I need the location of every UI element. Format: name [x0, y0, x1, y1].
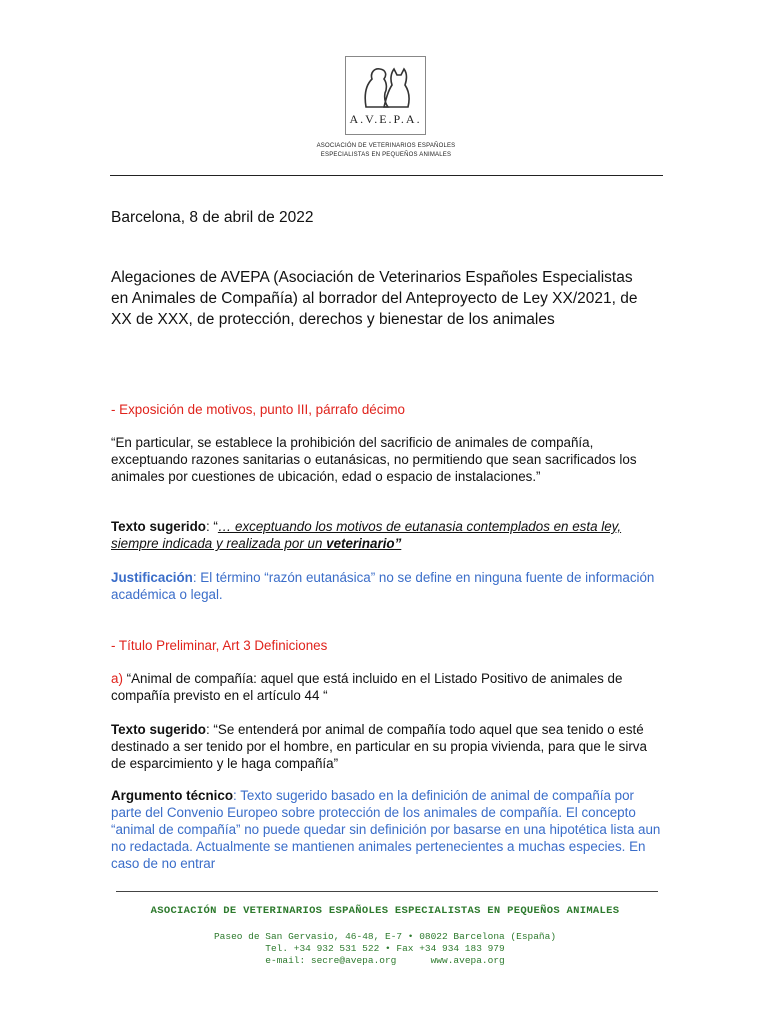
suggested-text-definiciones: [111, 721, 661, 772]
document-title: Alegaciones de AVEPA (Asociación de Veterinarios Españoles Especialistas en Animales de Compañía) al borrador del Anteproyecto de Ley XX/2021, de XX de XXX, de protección, derechos y bienestar de los animales: [111, 269, 638, 328]
suggested-body-text: … exceptuando los motivos de eutanasia contemplados en esta ley, siempre indicada y realizada por un: [111, 519, 622, 551]
footer-phone: Tel. +34 932 531 522 • Fax +34 934 183 979: [265, 943, 505, 954]
justification-text: : El término “razón eutanásica” no se define en ninguna fuente de información académica o legal.: [111, 570, 655, 602]
suggested-body-bold: veterinario”: [326, 536, 402, 551]
footer-divider: [116, 891, 658, 892]
section-heading-exposicion: - Exposición de motivos, punto III, párrafo décimo: [111, 402, 405, 417]
quoted-text-exposicion: “En particular, se establece la prohibición del sacrificio de animales de compañía, exceptuando razones sanitarias o eutanásicas, no permitiendo que sean sacrificados los animales por cuestiones de ubicación, edad o espacio de instalaciones.”: [111, 435, 637, 484]
dog-cat-silhouette-icon: [360, 65, 412, 109]
justification-label: Justificación: [111, 570, 193, 585]
item-marker: a): [111, 671, 123, 686]
argument-label: Argumento técnico: [111, 788, 234, 803]
argument-text: : Texto sugerido basado en la definición de animal de compañía por parte del Convenio Europeo sobre protección de los animales de compañía. El concepto “animal de compañía” no puede quedar sin definición por basarse en una hipotética lista aun no redactada. Actualmente se mantienen animales pertenecientes a muchas especies. En caso de no entrar: [111, 788, 661, 871]
footer-email[interactable]: e-mail: secre@avepa.org: [265, 955, 397, 966]
footer-organization: ASOCIACIÓN DE VETERINARIOS ESPAÑOLES ESPECIALISTAS EN PEQUEÑOS ANIMALES: [150, 905, 620, 917]
item-text: “Animal de compañía: aquel que está incluido en el Listado Positivo de animales de compañía previsto en el artículo 44 “: [111, 671, 623, 703]
section-heading-definiciones: - Título Preliminar, Art 3 Definiciones: [111, 638, 328, 653]
document-date: Barcelona, 8 de abril de 2022: [111, 209, 314, 226]
suggested-colon: : “: [205, 519, 218, 534]
technical-argument: [111, 787, 661, 872]
justification-exposicion: [111, 569, 661, 603]
footer-contact: [110, 955, 660, 967]
footer-address: Paseo de San Gervasio, 46-48, E-7 • 08022 Barcelona (España): [213, 931, 557, 942]
suggested-text-exposicion: [111, 518, 661, 552]
avepa-logo: [345, 56, 426, 135]
logo-subtitle-line1: ASOCIACIÓN DE VETERINARIOS ESPAÑOLES: [316, 143, 456, 149]
logo-letters: A.V.E.P.A.: [349, 112, 422, 126]
definition-item-a: [111, 670, 661, 704]
header-divider: [110, 175, 663, 176]
logo-subtitle-line2: ESPECIALISTAS EN PEQUEÑOS ANIMALES: [320, 152, 452, 158]
suggested-label: Texto sugerido: [111, 519, 206, 534]
suggested-label: Texto sugerido: [111, 722, 206, 737]
footer-website[interactable]: www.avepa.org: [430, 955, 505, 966]
suggested-body-text: : “Se entenderá por animal de compañía todo aquel que sea tenido o esté destinado a ser tenido por el hombre, en particular en su propia vivienda, para que le sirva de esparcimiento y le haga compañía”: [111, 722, 647, 771]
